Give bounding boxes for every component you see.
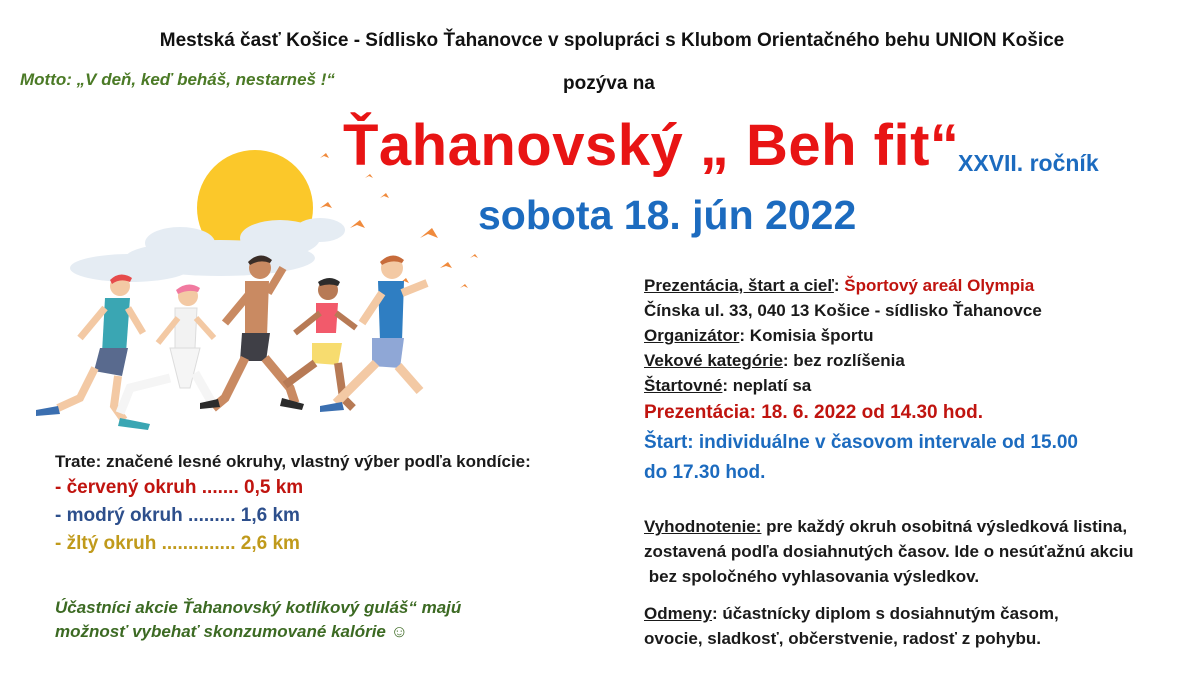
rewards-text-1: : účastnícky diplom s dosiahnutým časom,	[712, 604, 1059, 623]
venue-value: Športový areál Olympia	[844, 276, 1035, 295]
fee-row	[644, 373, 1134, 398]
organizer-row	[644, 323, 1134, 348]
event-details	[644, 273, 1134, 651]
fee-value: : neplatí sa	[722, 376, 812, 395]
evaluation-label: Vyhodnotenie:	[644, 517, 762, 536]
event-title: Ťahanovský „ Beh fit“	[343, 113, 960, 178]
track-yellow: - žltý okruh .............. 2,6 km	[55, 533, 300, 554]
note-line1: Účastníci akcie Ťahanovský kotlíkový guláš“ majú	[55, 598, 462, 617]
track-red: - červený okruh ....... 0,5 km	[55, 477, 304, 498]
evaluation-line3: bez spoločného vyhlasovania výsledkov.	[644, 567, 980, 586]
registration-time: Prezentácia: 18. 6. 2022 od 14.30 hod.	[644, 402, 983, 423]
categories-label: Vekové kategórie	[644, 351, 783, 370]
runner-1	[36, 274, 150, 430]
address: Čínska ul. 33, 040 13 Košice - sídlisko Ťahanovce	[644, 301, 1042, 320]
organizer-value: : Komisia športu	[739, 326, 874, 345]
runner-5	[320, 255, 427, 412]
fee-label: Štartovné	[644, 376, 723, 395]
event-date: sobota 18. jún 2022	[478, 192, 857, 238]
venue-separator: :	[833, 276, 845, 295]
evaluation-line1	[644, 514, 1134, 539]
organizer-label: Organizátor	[644, 326, 740, 345]
rewards-line2: ovocie, sladkosť, občerstvenie, radosť z pohybu.	[644, 629, 1042, 648]
evaluation-text-1: pre každý okruh osobitná výsledková listina,	[761, 517, 1128, 536]
organizers-line: Mestská časť Košice - Sídlisko Ťahanovce v spolupráci s Klubom Orientačného behu UNION Košice	[159, 30, 1065, 51]
runner-2	[120, 284, 215, 413]
track-blue: - modrý okruh ......... 1,6 km	[55, 505, 300, 526]
goulash-note	[55, 596, 461, 644]
rewards-label: Odmeny	[644, 604, 713, 623]
motto: Motto: „V deň, keď beháš, nestarneš !“	[20, 70, 335, 89]
start-time-line1: Štart: individuálne v časovom intervale od 15.00	[644, 432, 1078, 453]
invites-text: pozýva na	[563, 73, 655, 94]
evaluation-line2: zostavená podľa dosiahnutých časov. Ide o nesúťažnú akciu	[644, 542, 1134, 561]
tracks-intro: Trate: značené lesné okruhy, vlastný výber podľa kondície:	[55, 452, 531, 471]
rewards-line1	[644, 601, 1134, 626]
note-line2: možnosť vybehať skonzumované kalórie ☺	[55, 622, 408, 641]
venue-label: Prezentácia, štart a cieľ	[644, 276, 834, 295]
categories-value: : bez rozlíšenia	[782, 351, 905, 370]
event-edition: XXVII. ročník	[958, 150, 1099, 176]
venue-row	[644, 273, 1134, 298]
categories-row	[644, 348, 1134, 373]
start-time-line2: do 17.30 hod.	[644, 462, 766, 483]
